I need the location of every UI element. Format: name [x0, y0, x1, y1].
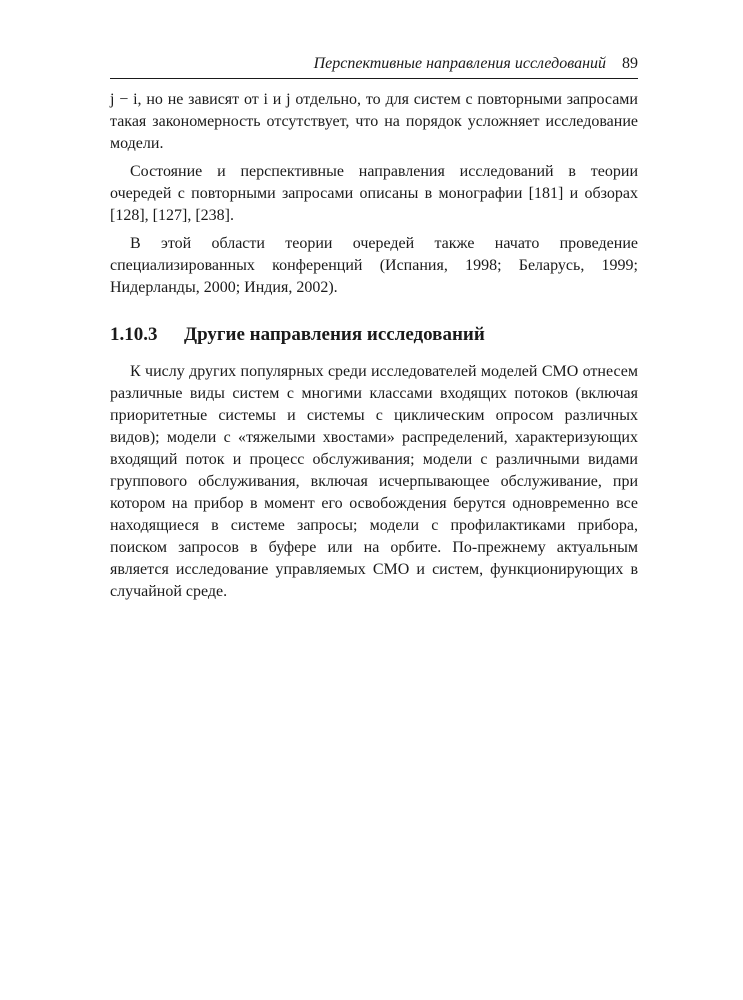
book-page — [110, 54, 638, 603]
paragraph-other-directions: К числу других популярных среди исследователей моделей СМО отнесем различные виды систем с многими классами входящих потоков (включая приоритетные системы и системы с циклическим опросом различных видов); модели с «тяжелыми хвостами» распределений, характеризующих входящий поток и процесс обслуживания; модели с различными видами группового обслуживания, включая исчерпывающее обслуживание, при котором на прибор в момент его освобождения берутся одновременно все находящиеся в системе запросы; модели с профилактиками прибора, поиском запросов в буфере или на орбите. По-прежнему актуальным является исследование управляемых СМО и систем, функционирующих в случайной среде. — [110, 363, 638, 600]
running-head-title: Перспективные направления исследований — [313, 55, 606, 72]
paragraph-continuation: j − i, но не зависят от i и j отдельно, то для систем с повторными запросами такая закономерность отсутствует, что на порядок усложняет исследование модели. — [110, 91, 638, 152]
paragraph-conferences: В этой области теории очередей также начато проведение специализированных конференций (Испания, 1998; Беларусь, 1999; Нидерланды, 2000; Индия, 2002). — [110, 235, 638, 296]
section-heading — [110, 323, 638, 347]
section-number: 1.10.3 — [110, 324, 158, 345]
paragraph-state-of-research: Состояние и перспективные направления исследований в теории очередей с повторными запросами описаны в монографии [181] и обзорах [128], [127], [238]. — [110, 163, 638, 224]
page-number: 89 — [622, 55, 638, 72]
running-head — [110, 54, 638, 79]
section-title: Другие направления исследований — [184, 324, 485, 345]
